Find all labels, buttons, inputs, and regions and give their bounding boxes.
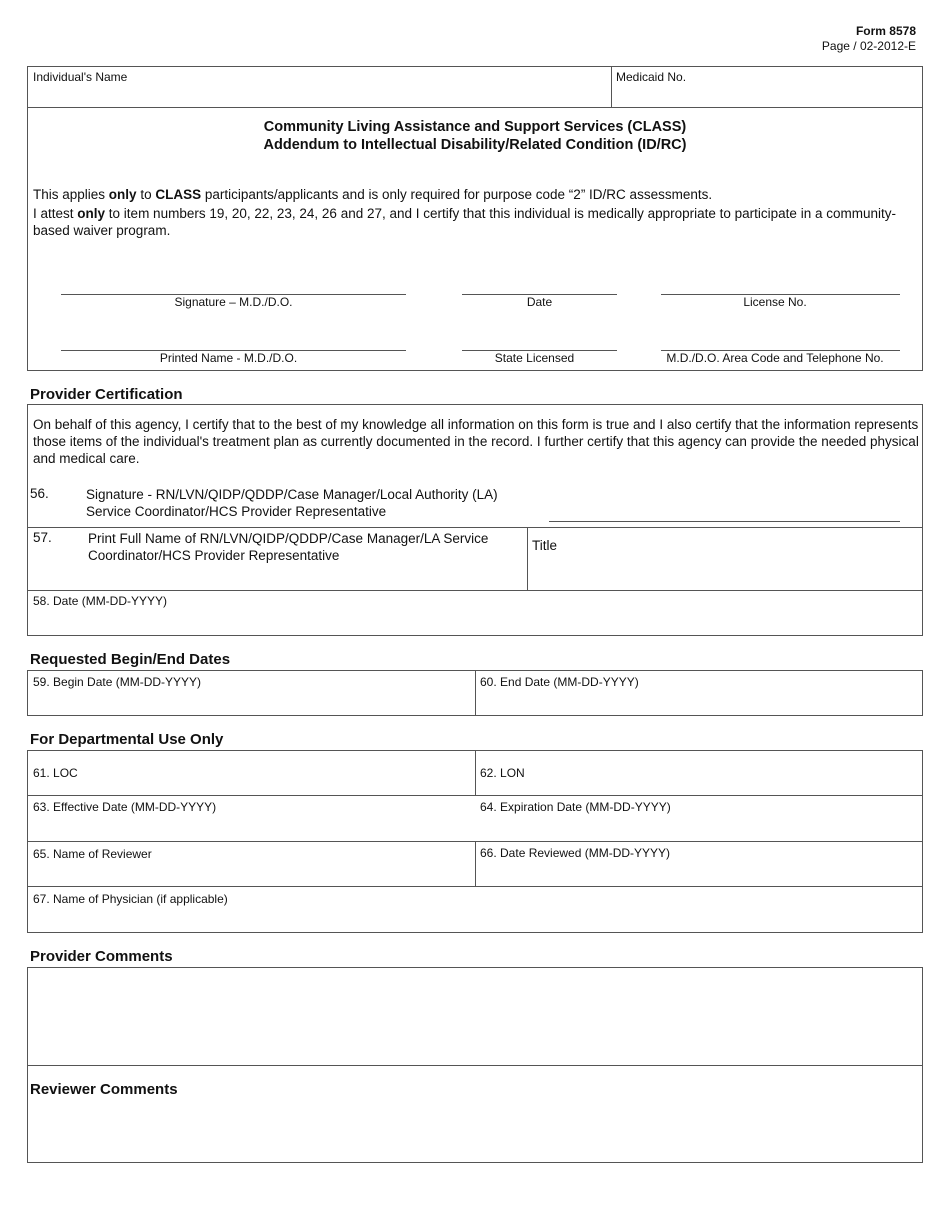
expiration-date-label: 64. Expiration Date (MM-DD-YYYY) xyxy=(480,800,671,814)
divider xyxy=(27,107,923,108)
item-58-date-field[interactable] xyxy=(33,594,913,632)
title-label: Title xyxy=(532,538,558,553)
individual-name-field[interactable] xyxy=(33,70,603,104)
date-reviewed-field[interactable] xyxy=(480,846,916,882)
item-57-line2: Coordinator/HCS Provider Representative xyxy=(88,548,340,563)
loc-field[interactable] xyxy=(33,766,469,792)
item-56-signature-line[interactable] xyxy=(549,521,900,522)
date-label: Date xyxy=(526,295,553,309)
item-56-line1: Signature - RN/LVN/QIDP/QDDP/Case Manager/Local Authority (LA) xyxy=(86,487,498,502)
phone-label: M.D./D.O. Area Code and Telephone No. xyxy=(666,351,884,365)
lon-field[interactable] xyxy=(480,766,916,792)
text: This applies xyxy=(33,187,109,202)
divider xyxy=(527,527,528,590)
physician-name-field[interactable] xyxy=(33,892,913,928)
physician-name-label: 67. Name of Physician (if applicable) xyxy=(33,892,228,906)
text-bold: only xyxy=(108,187,137,202)
provider-comments-heading: Provider Comments xyxy=(30,948,173,965)
requested-dates-heading: Requested Begin/End Dates xyxy=(30,651,231,668)
reviewer-name-label: 65. Name of Reviewer xyxy=(33,847,152,861)
divider xyxy=(475,670,476,716)
item-57-field[interactable] xyxy=(88,530,518,564)
date-reviewed-label: 66. Date Reviewed (MM-DD-YYYY) xyxy=(480,846,671,860)
divider xyxy=(611,66,612,107)
item-57-number: 57. xyxy=(33,530,52,545)
divider xyxy=(27,886,923,887)
begin-date-field[interactable] xyxy=(33,675,469,713)
text-bold: only xyxy=(77,206,106,221)
end-date-field[interactable] xyxy=(480,675,916,713)
text: I attest xyxy=(33,206,78,221)
state-label: State Licensed xyxy=(494,351,575,365)
addendum-title xyxy=(27,118,923,154)
loc-label: 61. LOC xyxy=(33,766,78,780)
begin-date-label: 59. Begin Date (MM-DD-YYYY) xyxy=(33,675,202,689)
divider xyxy=(27,527,923,528)
addendum-title-line2: Addendum to Intellectual Disability/Related Condition (ID/RC) xyxy=(263,137,687,153)
divider xyxy=(475,841,476,886)
departmental-heading: For Departmental Use Only xyxy=(30,731,224,748)
certification-statement: On behalf of this agency, I certify that to the best of my knowledge all information on this form is true and I also certify that the information represents those items of the individual's treatment plan as currently documented in the record. I further certify that this agency can provide the needed physical and medical care. xyxy=(33,417,919,466)
lon-label: 62. LON xyxy=(480,766,525,780)
provider-certification-heading: Provider Certification xyxy=(30,386,183,403)
medicaid-label: Medicaid No. xyxy=(616,70,687,84)
expiration-date-field[interactable] xyxy=(480,800,916,838)
reviewer-comments-heading: Reviewer Comments xyxy=(30,1081,178,1098)
divider xyxy=(27,795,923,796)
license-label: License No. xyxy=(743,295,807,309)
addendum-attest-text xyxy=(33,205,903,239)
printed-name-label: Printed Name - M.D./D.O. xyxy=(159,351,298,365)
text: to xyxy=(136,187,156,202)
page-info: Page / 02-2012-E xyxy=(821,39,916,53)
reviewer-comments-field[interactable] xyxy=(28,1102,922,1162)
title-field[interactable] xyxy=(532,538,917,584)
item-56-line2: Service Coordinator/HCS Provider Representative xyxy=(86,504,387,519)
item-58-label: 58. Date (MM-DD-YYYY) xyxy=(33,594,168,608)
form-number: Form 8578 xyxy=(855,24,916,38)
text: to item numbers 19, 20, 22, 23, 24, 26 and 27, and I certify that this individual is medically appropriate to participate in a community-based waiver program. xyxy=(33,206,896,238)
divider xyxy=(475,750,476,795)
item-57-line1: Print Full Name of RN/LVN/QIDP/QDDP/Case Manager/LA Service xyxy=(88,531,489,546)
divider xyxy=(27,590,923,591)
signature-label: Signature – M.D./D.O. xyxy=(174,295,293,309)
item-56-label xyxy=(86,486,498,520)
addendum-applies-text xyxy=(33,186,913,203)
text: participants/applicants and is only required for purpose code “2” ID/RC assessments. xyxy=(201,187,713,202)
end-date-label: 60. End Date (MM-DD-YYYY) xyxy=(480,675,639,689)
effective-date-label: 63. Effective Date (MM-DD-YYYY) xyxy=(33,800,217,814)
effective-date-field[interactable] xyxy=(33,800,469,838)
provider-comments-field[interactable] xyxy=(28,968,922,1064)
individual-name-label: Individual's Name xyxy=(33,70,128,84)
medicaid-number-field[interactable] xyxy=(616,70,916,104)
text-bold: CLASS xyxy=(155,187,202,202)
item-56-number: 56. xyxy=(30,486,49,501)
divider xyxy=(27,1065,923,1066)
reviewer-name-field[interactable] xyxy=(33,847,469,883)
addendum-title-line1: Community Living Assistance and Support Services (CLASS) xyxy=(263,119,687,135)
